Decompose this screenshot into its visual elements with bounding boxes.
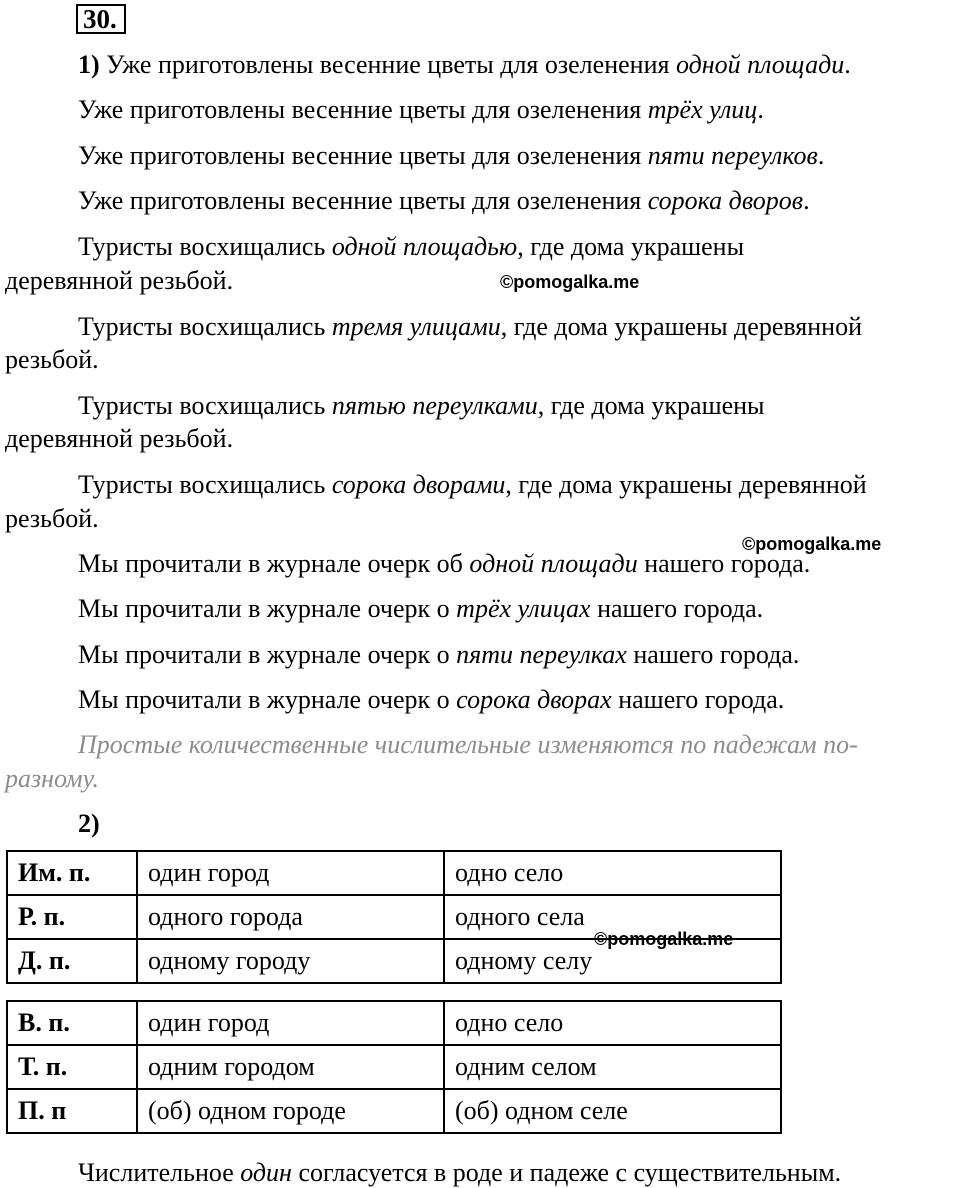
neut-form: одно село <box>444 851 781 895</box>
case-label: П. п <box>7 1089 137 1133</box>
prepositional-sentence-3: Мы прочитали в журнале очерк о пяти переулках нашего города. <box>78 640 800 669</box>
table-row <box>7 851 781 895</box>
watermark: ©pomogalka.me <box>500 272 640 292</box>
case-label: Им. п. <box>7 851 137 895</box>
case-label: Т. п. <box>7 1045 137 1089</box>
case-table-bottom <box>6 1000 782 1134</box>
instrumental-sentence-2-cont: резьбой. <box>5 345 99 374</box>
masc-form: (об) одном городе <box>137 1089 444 1133</box>
genitive-sentence-4: Уже приготовлены весенние цветы для озеленения сорока дворов. <box>78 186 810 215</box>
table-row <box>7 1001 781 1045</box>
part1-marker: 1) <box>78 50 100 79</box>
genitive-sentence-1: 1) Уже приготовлены весенние цветы для озеленения одной площади. <box>78 50 851 79</box>
instrumental-sentence-3: Туристы восхищались пятью переулками, где дома украшены <box>78 391 765 420</box>
masc-form: одним городом <box>137 1045 444 1089</box>
instrumental-sentence-2: Туристы восхищались тремя улицами, где дома украшены деревянной <box>78 312 862 341</box>
neut-form: одного села <box>444 895 781 939</box>
case-label: Р. п. <box>7 895 137 939</box>
part2-marker: 2) <box>78 809 100 838</box>
neut-form: (об) одном селе <box>444 1089 781 1133</box>
prepositional-sentence-2: Мы прочитали в журнале очерк о трёх улицах нашего города. <box>78 594 764 623</box>
final-sentence: Числительное один согласуется в роде и падеже с существительным. <box>78 1158 842 1187</box>
conclusion-line-2: разному. <box>5 764 100 793</box>
masc-form: одного города <box>137 895 444 939</box>
instrumental-sentence-3-cont: деревянной резьбой. <box>5 424 234 453</box>
watermark: ©pomogalka.me <box>594 929 734 949</box>
prepositional-sentence-1: Мы прочитали в журнале очерк об одной площади нашего города. <box>78 549 811 578</box>
watermark: ©pomogalka.me <box>742 534 882 554</box>
case-table-top <box>6 850 782 984</box>
masc-form: один город <box>137 851 444 895</box>
masc-form: одному городу <box>137 939 444 983</box>
conclusion-line-1: Простые количественные числительные изменяются по падежам по- <box>78 730 858 759</box>
instrumental-sentence-4: Туристы восхищались сорока дворами, где дома украшены деревянной <box>78 470 867 499</box>
instrumental-sentence-1-cont: деревянной резьбой. <box>5 266 234 295</box>
table-row <box>7 1089 781 1133</box>
prepositional-sentence-4: Мы прочитали в журнале очерк о сорока дворах нашего города. <box>78 685 785 714</box>
neut-form: одним селом <box>444 1045 781 1089</box>
case-label: В. п. <box>7 1001 137 1045</box>
instrumental-sentence-4-cont: резьбой. <box>5 504 99 533</box>
table-row <box>7 1045 781 1089</box>
genitive-sentence-2: Уже приготовлены весенние цветы для озеленения трёх улиц. <box>78 95 764 124</box>
case-label: Д. п. <box>7 939 137 983</box>
masc-form: один город <box>137 1001 444 1045</box>
instrumental-sentence-1: Туристы восхищались одной площадью, где дома украшены <box>78 232 745 261</box>
exercise-number: 30. <box>76 4 126 34</box>
neut-form: одно село <box>444 1001 781 1045</box>
genitive-sentence-3: Уже приготовлены весенние цветы для озеленения пяти переулков. <box>78 141 825 170</box>
neut-form: одному селу <box>444 939 781 983</box>
